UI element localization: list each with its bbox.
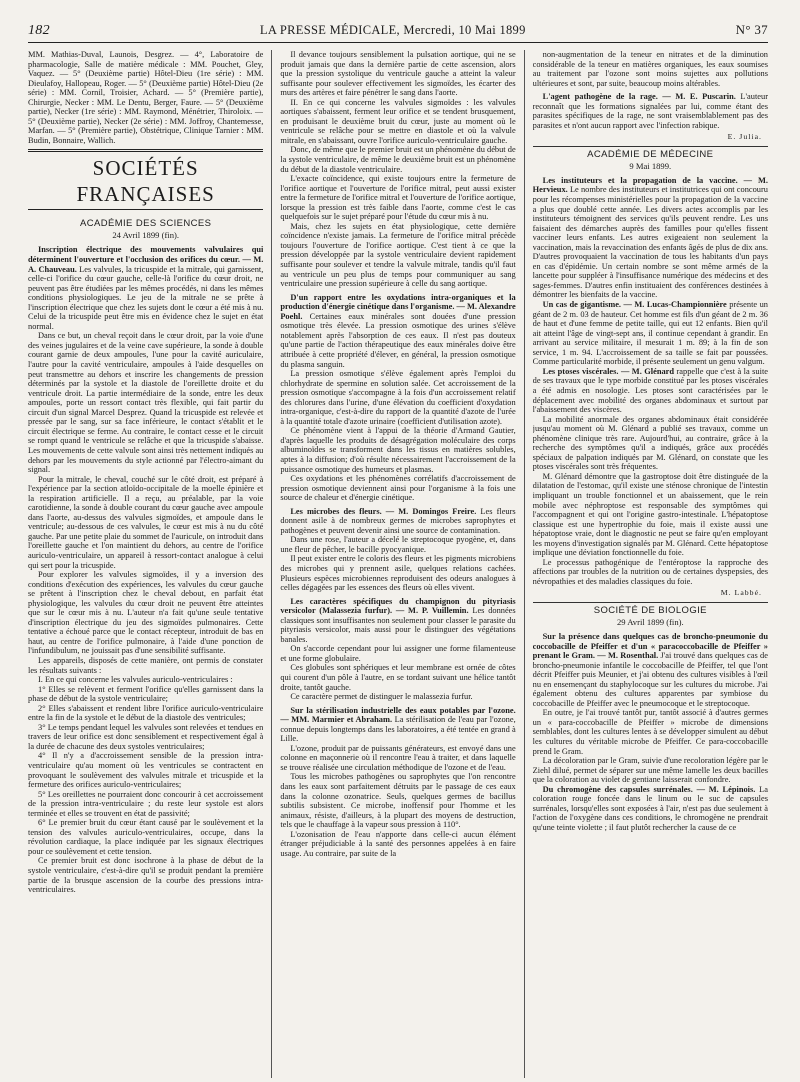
article-paragraph: Ces globules sont sphériques et leur membrane est ornée de côtes qui courent d'un pôle à l'autre, en se tordant suivant une hélice tantôt droite, tantôt gauche. — [280, 663, 516, 692]
article-paragraph: La pression osmotique s'élève également après l'emploi du chlorhydrate de spermine en solution salée. Cet accroissement de la pression osmotique s'accompagne à la fois d'un accroissement relatif des chlorures dans l'urine, d'une élévation du coefficient d'oxydation intra-organique, c'est-à-dire du rapport de la quantité d'azote de l'urée à la quantité totale d'azote urinaire (coefficient d'utilisation azote). — [280, 369, 516, 426]
running-head — [28, 22, 768, 38]
session-date: 29 Avril 1899 (fin). — [616, 616, 684, 627]
exam-list: MM. Mathias-Duval, Launois, Desgrez. — 4°, Laboratoire de pharmacologie, Salle de matière médicale : MM. Pouchet, Gley, Vaquez. — 5° (Deuxième partie) Hôtel-Dieu (1re série) : MM. Dieulafoy, Hallopeau, Roger. — 5° (Deuxième partie) Hôtel-Dieu (2e série) : MM. Cornil, Troisier, Achard. — 5° (Première partie), Chirurgie, Necker : MM. Le Dentu, Berger, Faure. — 5° (Deuxième partie), Necker (1re série) : MM. Raymond, Ménétrier, Thiroloix. — 5° (Deuxième partie), Necker (2e série) : MM. Joffroy, Chantemesse, Marfan. — 5° (Première partie), Obstétrique, Clinique Tarnier : MM. Budin, Bonnaire, Wallich. — [28, 50, 264, 145]
article-paragraph: Un cas de gigantisme. — M. Lucas-Championnière présente un géant de 2 m. 03 de hauteur. Cet homme est fils d'un géant de 2 m. 36 de haut et d'une femme de petite taille, qui eut 12 enfants. Bien qu'il ait atteint l'âge de vingt-sept ans, il continue cependant à grandir. En arrivant au service militaire, il mesurait 1 m. 89; à la fin de son service, 1 m. 94. L'accroissement de sa taille se fait par poussées. Comme particularité morbide, il présente seulement un genu valgum. — [532, 300, 768, 367]
column-2 — [280, 50, 515, 1078]
article-author: — M. A. Chauveau. — [28, 255, 264, 274]
article-title: Les ptoses viscérales. — [542, 366, 619, 376]
article-paragraph: I. En ce qui concerne les valvules auriculo-ventriculaires : — [38, 675, 233, 685]
article-title: D'un rapport entre les oxydations intra-organiques et la production d'énergie cinétique dans l'organisme. — [280, 292, 516, 312]
article-paragraph: Pour la mitrale, le cheval, couché sur le côté droit, est préparé à l'expérience par la section atloïdo-occipitale de la moelle épinière et la respiration artificielle. Il a reçu, au préalable, par la voie carotidienne, la sonde à double courant du cœur gauche avec ampoule dans l'aorte, au-dessus des valvules sigmoïdes, et ampoule dans le ventricule; au-dessous de ces valvules, le cœur est mis à nu du côté gauche. Par une petite plaie du sommet de l'auricule, on introduit dans l'oreillette gauche et l'on maintient du dehors, au centre de l'orifice auriculo-ventriculaire, un appareil à ressort-contact analogue à celui qui sert pour la tricuspide. — [28, 474, 264, 570]
article-title: Sur la stérilisation industrielle des eaux potables par l'ozone. — [290, 705, 516, 715]
page-number: 182 — [28, 23, 50, 38]
issue-number: N° 37 — [735, 22, 768, 37]
article-paragraph: Pour explorer les valvules sigmoïdes, il y a inversion des conditions d'exécution des expériences, les valvules du cœur gauche se prêtent à l'inscription chez le cheval debout, en parfait état physiologique, les valvules du cœur droit ne peuvent être atteintes que sur le cœur mis à nu. L'auteur n'a fait qu'une seule tentative d'inscription électrique du jeu des sigmoïdes pulmonaires. Cette tentative a échoué parce que le contact récepteur, introduit de bas en haut, au centre de l'orifice pulmonaire, à l'aide d'une ponction de l'infundibulum, ne jouissait pas d'une sensibilité suffisante. — [28, 570, 264, 656]
article-author: — M. Glénard — [618, 366, 675, 376]
column-1 — [28, 50, 263, 1078]
column-rule — [271, 50, 272, 1078]
section-title: SOCIÉTÉS FRANÇAISES — [28, 149, 263, 210]
article-paragraph: Inscription électrique des mouvements valvulaires qui déterminent l'ouverture et l'occlusion des orifices du cœur. — M. A. Chauveau. Les valvules, la tricuspide et la mitrale, qui garnissent, celle-ci l'orifice du cœur gauche, celle-là l'orifice du cœur droit, ne peuvent pas être étudiées par les mêmes procédés, ni dans les mêmes conditions physiologiques. Le jeu de la mitrale ne se prête à l'inscription électrique que chez les sujets dont le cœur a été mis à nu. Celui de la tricuspide peut être mis en évidence chez le sujet en état normal. — [28, 245, 264, 331]
academy-heading: ACADÉMIE DES SCIENCES — [79, 218, 212, 230]
section-rule — [533, 602, 768, 603]
columns — [28, 50, 768, 1078]
article-paragraph: Mais, chez les sujets en état physiologique, cette dernière coïncidence n'existe jamais. La fermeture de l'orifice mitral précède toujours l'ouverture de l'orifice aortique. C'est tient à ce que la pression développée par la systole ventriculaire devient rapidement suffisante pour soulever et tendre la valvule mitrale, tandis qu'il faut au ventricule un peu plus de temps pour communiquer au sang ventriculaire une pression supérieure à celle du sang aortique. — [280, 221, 516, 289]
article-paragraph: Ces oxydations et les phénomènes corrélatifs d'accroissement de pression osmotique deviennent ainsi pour l'organisme à la fois une source de chaleur et d'énergie cinétique. — [280, 474, 516, 503]
article-paragraph: non-augmentation de la teneur en nitrates et de la diminution considérable de la teneur en matières organiques, les eaux soumises au traitement par l'ozone sont moins sujettes aux pollutions ultérieures et sont, par suite, beaucoup moins altérables. — [532, 50, 768, 88]
journal-title: LA PRESSE MÉDICALE, Mercredi, 10 Mai 1899 — [259, 23, 526, 37]
article-paragraph: Le processus pathogénique de l'entéroptose la rapproche des affections par troubles de la nutrition ou de certaines dyspepsies, des névropathies et des maladies classiques du foie. — [532, 557, 768, 586]
section-rule — [533, 146, 768, 147]
article-paragraph: Dans ce but, un cheval reçoit dans le cœur droit, par la voie d'une des veines jugulaires et de la veine cave supérieure, la sonde à double courant garnie de deux ampoules, l'une pour la cavité auriculaire, l'autre pour la cavité ventriculaire, ampoules à l'aide desquelles on peut transmettre au dehors et inscrire les changements de pression déterminés par la systole et la diastole de l'oreillette droite et du ventricule droit. La partie intermédiaire de la sonde, entre les deux ampoules, porte un ressort contact très flexible, qui fait partir du circuit d'un signal Marcel Desprez. Quand la tricuspide est relevée et pressée par le sang, sur sa face inférieure, le contact s'établit et le circuit électrique se ferme. Au contraire, le contact cesse et le circuit se rompt quand le ventricule se relâche et que la tricuspide s'abaisse. Les mouvements de cette valvule sont ainsi très nettement indiqués au dehors par les mouvements du style actionné par l'électro-aimant du signal. — [28, 331, 264, 475]
article-author: — M. Alexandre Poehl. — [280, 302, 516, 321]
article-paragraph: Les caractères spécifiques du champignon du pityriasis versicolor (Malassezia furfur). — M. P. Vuillemin. Les données classiques sont insuffisantes non seulement pour classer le parasite du pityriasis versicolor, mais aussi pour le distinguer des végétations banales. — [280, 596, 516, 644]
author-signature: M. Labbé. — [720, 588, 762, 598]
article-author: — M. P. Vuillemin. — [392, 606, 469, 616]
article-paragraph: Ce premier bruit est donc isochrone à la phase de début de la systole ventriculaire, c'est-à-dire qu'il se produit pendant la première partie de la brusque ascension de la courbe des pressions intra-ventriculaires. — [28, 856, 264, 895]
article-paragraph: L'ozone, produit par de puissants générateurs, est envoyé dans une colonne en maçonnerie où il rencontre l'eau à traiter, et dans laquelle se trouve réalisée une circulation méthodique de l'ozone et de l'eau. — [280, 743, 516, 772]
session-date: 9 Mai 1899. — [629, 160, 672, 171]
article-title: L'agent pathogène de la rage. — [542, 92, 658, 102]
article-paragraph: Les microbes des fleurs. — M. Domingos Freire. Les fleurs donnent asile à de nombreux germes de microbes saprophytes et pathogènes et peuvent devenir ainsi une source de contamination. — [280, 506, 516, 535]
article-paragraph: Il peut exister entre le coloris des fleurs et les pigments microbiens des microbes qui y prennent asile, quelques relations cachées. Plusieurs espèces microbiennes reproduisent des odeurs analogues à celles dégagées par les essences des fleurs où elles vivent. — [280, 554, 516, 593]
article-paragraph: Ce phénomène vient à l'appui de la théorie d'Armand Gautier, d'après laquelle les produits de désagrégation moléculaire des corps albuminoïdes se transforment dans les tissus en matières solubles, aptes à la diffusion; d'où résulte nécessairement l'accroissement de la puissance osmotique des humeurs et plasmas. — [280, 426, 516, 474]
article-paragraph: 2° Elles s'abaissent et rendent libre l'orifice auriculo-ventriculaire entre la fin de la systole et le début de la diastole des ventricules; — [28, 703, 264, 723]
article-title: Inscription électrique des mouvements valvulaires qui déterminent l'ouverture et l'occlusion des orifices du cœur. — [28, 245, 264, 265]
article-paragraph: La mobilité anormale des organes abdominaux était considérée jusqu'au moment où M. Glénard a publié ses travaux, comme un phénomène clinique très rare. Aujourd'hui, au contraire, grâce à la recherche des symptômes qu'il a indiqués, grâce aux procédés spéciaux de palpation indiqués par M. Glénard, on constate que les ptoses viscérales sont très fréquentes. — [532, 414, 768, 472]
article-paragraph: Donc, de même que le premier bruit est un phénomène du début de la systole ventriculaire, de même le deuxième bruit est un phénomène du début de la diastole ventriculaire. — [280, 145, 516, 174]
article-author: — M. Hervieux. — [532, 175, 768, 195]
article-paragraph: Les ptoses viscérales. — M. Glénard rappelle que c'est à la suite de ses travaux que le type morbide constitué par les ptoses viscérales a été admis en nosologie. Les ptoses sont caractérisées par le déplacement avec mobilité des organes abdominaux et surtout par l'abaissement des viscères. — [532, 366, 768, 415]
article-paragraph: Du chromogène des capsules surrénales. — M. Lépinois. La coloration rouge foncée dans le linum ou le suc de capsules surrénales, lorsqu'elles sont exposées à l'air, n'est pas due seulement à l'action de l'oxygène dans ces conditions, le chromogène ne prendrait qu'une teinte violette ; il faut plutôt rechercher la cause de ce — [532, 784, 768, 832]
article-author: — M. Domingos Freire. — [381, 506, 477, 516]
article-paragraph: Les instituteurs et la propagation de la vaccine. — M. Hervieux. Le nombre des instituteurs et institutrices qui ont concouru pour les récompenses ministérielles pour la propagation de la vaccine a plus que doublé cette année. Les divers actes accomplis par les instituteurs témoignent des services qu'ils peuvent rendre. Les uns faisaient des démarches auprès des familles pour qu'elles fissent vacciner leurs enfants. Les autres exigeaient non seulement la vaccination, mais la revaccination des enfants âgés de plus de dix ans. D'autres provoquaient la vaccination de tous les habitants d'un pays en cas d'épidémie. Un certain nombre se sont même armés de la lancette pour suppléer à l'insuffisance numérique des médecins et des sages-femmes. D'autres enfin instituaient des conférences destinées à démontrer les bienfaits de la vaccine. — [532, 175, 768, 300]
article-paragraph: Dans une rose, l'auteur a décelé le streptocoque pyogène, et, dans une fleur de pêcher, le bacille pyocyanique. — [280, 535, 516, 554]
article-paragraph: L'ozonisation de l'eau n'apporte dans celle-ci aucun élément étranger préjudiciable à la santé des personnes appelées à en faire usage. Au contraire, par suite de la — [280, 829, 516, 858]
article-title: Les microbes des fleurs. — [290, 506, 382, 516]
article-title: Les caractères spécifiques du champignon du pityriasis versicolor (Malassezia furfur). — [280, 596, 516, 616]
academy-heading: ACADÉMIE DE MÉDECINE — [587, 148, 714, 160]
article-paragraph: Sur la présence dans quelques cas de broncho-pneumonie du coccobacille de Pfeiffer et d'un « paracoccobacille de Pfeiffer » prenant le Gram. — M. Rosenthal. J'ai trouvé dans quelques cas de broncho-pneumonie infantile le coccobacille de Pfeiffer, tel que l'ont décrit Pfeiffer puis Meunier, et j'ai obtenu des cultures visibles à l'œil nu en ensemençant du staphylocoque sur les cultures du microbe. J'ai également obtenu des cultures apparentes par symbiose du coccobacille de Pfeiffer avec le pneumocoque et le streptocoque. — [532, 631, 768, 708]
article-paragraph: 5° Les oreillettes ne pourraient donc concourir à cet accroissement de la pression intra-ventriculaire ; du reste leur systole est alors terminée et elles se trouvent en état de passivité; — [28, 789, 264, 818]
article-paragraph: M. Glénard démontre que la gastroptose doit être distinguée de la dilatation de l'estomac, qu'il existe une sténose chronique de l'intestin impliquant un trouble fonctionnel et un abaissement, que le rein mobile avec néphroptose est responsable des symptômes qui l'accompagnent et qui ont l'origine gastro-intestinale. L'hépatoptose classique est une hypertrophie du foie, mais il existe aussi une hépatoptose vraie, dont le diagnostic ne peut se faire qu'en employant les moyens d'investigation signalés par M. Glénard. Cette hépatoptose implique une déviation fonctionnelle du foie. — [532, 471, 768, 558]
article-author: — M. E. Puscarin. — [657, 92, 736, 102]
article-paragraph: On s'accorde cependant pour lui assigner une forme filamenteuse et une forme globulaire. — [280, 644, 516, 663]
article-author: — M. Lucas-Championnière — [621, 300, 727, 310]
column-3 — [533, 50, 768, 1078]
article-paragraph: Les appareils, disposés de cette manière, ont permis de constater les résultats suivants : — [28, 655, 264, 675]
article-paragraph: Sur la stérilisation industrielle des eaux potables par l'ozone. — MM. Marmier et Abraham. La stérilisation de l'eau par l'ozone, connue depuis longtemps dans les laboratoires, a été tentée en grand à Lille. — [280, 705, 516, 744]
article-paragraph: 4° Il n'y a d'accroissement sensible de la pression intra-ventriculaire qu'au moment où les ventricules se contractent en provoquant le soulèvement des valvules mitrale et tricuspide et la fermeture des orifices auriculo-ventriculaires; — [28, 751, 264, 790]
society-heading: SOCIÉTÉ DE BIOLOGIE — [593, 604, 707, 616]
author-signature: E. Julia. — [727, 132, 762, 142]
session-date: 24 Avril 1899 (fin). — [112, 230, 180, 241]
article-paragraph: D'un rapport entre les oxydations intra-organiques et la production d'énergie cinétique dans l'organisme. — M. Alexandre Poehl. Certaines eaux minérales sont douées d'une pression osmotique très élevée. La pression osmotique des urines s'élève notablement après l'absorption de ces eaux. Il n'est pas douteux qu'une partie de l'action thérapeutique des eaux minérales doive être attribuée à cette propriété d'élever, en général, la pression osmotique du plasma sanguin. — [280, 292, 516, 369]
article-paragraph: Il devance toujours sensiblement la pulsation aortique, qui ne se produit jamais que dans la dernière partie de cette ascension, alors que la pression systolique du ventricule gauche a atteint la valeur suffisante pour soulever effectivement les sigmoïdes, les écarter des murs des artères et faire pénétrer le sang dans l'aorte. — [280, 50, 516, 98]
article-paragraph: En outre, je l'ai trouvé tantôt pur, tantôt associé à d'autres germes un « para-coccobacille de Pfeiffer » microbe de dimensions semblables, dont les cultures lentes à se développer simulent au début les cultures du véritable microbe de Pfeiffer. Ce para-coccobacille prend le Gram. — [532, 708, 768, 756]
article-paragraph: L'agent pathogène de la rage. — M. E. Puscarin. L'auteur reconnaît que les formations signalées par lui, comme étant des parasites spécifiques de la rage, ne sont vraisemblablement pas des parasites et n'ont aucun rapport avec l'infection rabique. — [532, 92, 768, 130]
article-paragraph: 3° Le temps pendant lequel les valvules sont relevées et tendues en travers de leur orifice est donc sensiblement et respectivement égal à la durée de chacune des deux systoles ventriculaires; — [28, 722, 264, 751]
article-paragraph: II. En ce qui concerne les valvules sigmoïdes : les valvules aortiques s'abaissent, ferment leur orifice et se tendent brusquement, en produisant le deuxième bruit du cœur, juste au moment où le ventricule se relâche pour se mettre en diastole et où la valvule mitrale, en s'abaissant, ouvre l'orifice auriculo-ventriculaire gauche. — [280, 97, 516, 145]
article-paragraph: Ce caractère permet de distinguer le malassezia furfur. — [290, 692, 473, 702]
article-paragraph: L'exacte coïncidence, qui existe toujours entre la fermeture de l'orifice aortique et l'ouverture de l'orifice mitral, peut aussi exister entre la fermeture de l'orifice mitral et l'ouverture de l'orifice aortique, lorsque la pression est très faible dans l'aorte, comme c'est le cas quelquefois sur le sujet préparé pour l'étude du cœur mis à nu. — [280, 174, 516, 222]
article-title: Les instituteurs et la propagation de la vaccine. — [542, 175, 738, 185]
article-paragraph: Tous les microbes pathogènes ou saprophytes que l'on rencontre dans les eaux sont parfaitement détruits par le passage de ces eaux dans la colonne ozonatrice. Seuls, quelques germes de bacillus subtilis subsistent. Ce microbe, inoffensif pour l'homme et les animaux, résiste, d'ailleurs, à la plupart des moyens de destruction, tels que le chauffage à la vapeur sous pression à 110°. — [280, 772, 516, 830]
article-title: Sur la présence dans quelques cas de broncho-pneumonie du coccobacille de Pfeiffer et d'un « paracoccobacille de Pfeiffer » prenant le Gram. — [532, 631, 768, 661]
article-title: Un cas de gigantisme. — [542, 300, 622, 310]
article-author: — M. Lépinois. — [692, 784, 756, 794]
article-paragraph: La décoloration par le Gram, suivie d'une recoloration légère par le Ziehl dilué, permet de séparer sur une même lamelle les deux bacilles que la coloration au violet de gentiane laisserait confondre. — [532, 756, 768, 785]
article-paragraph: 6° Le premier bruit du cœur étant causé par le soulèvement et la tension des valvules auriculo-ventriculaires, occupe, dans la révolution cardiaque, la place indiquée par les signaux électriques pour ce soulèvement et cette tension. — [28, 818, 264, 856]
column-rule — [524, 50, 525, 1078]
article-title: Du chromogène des capsules surrénales. — [542, 784, 693, 794]
article-author: — M. Rosenthal. — [595, 651, 659, 661]
header-rule — [28, 42, 768, 43]
article-author: — MM. Marmier et Abraham. — [280, 715, 393, 725]
article-paragraph: 1° Elles se relèvent et ferment l'orifice qu'elles garnissent dans la phase de début de la systole ventriculaire; — [28, 684, 264, 704]
